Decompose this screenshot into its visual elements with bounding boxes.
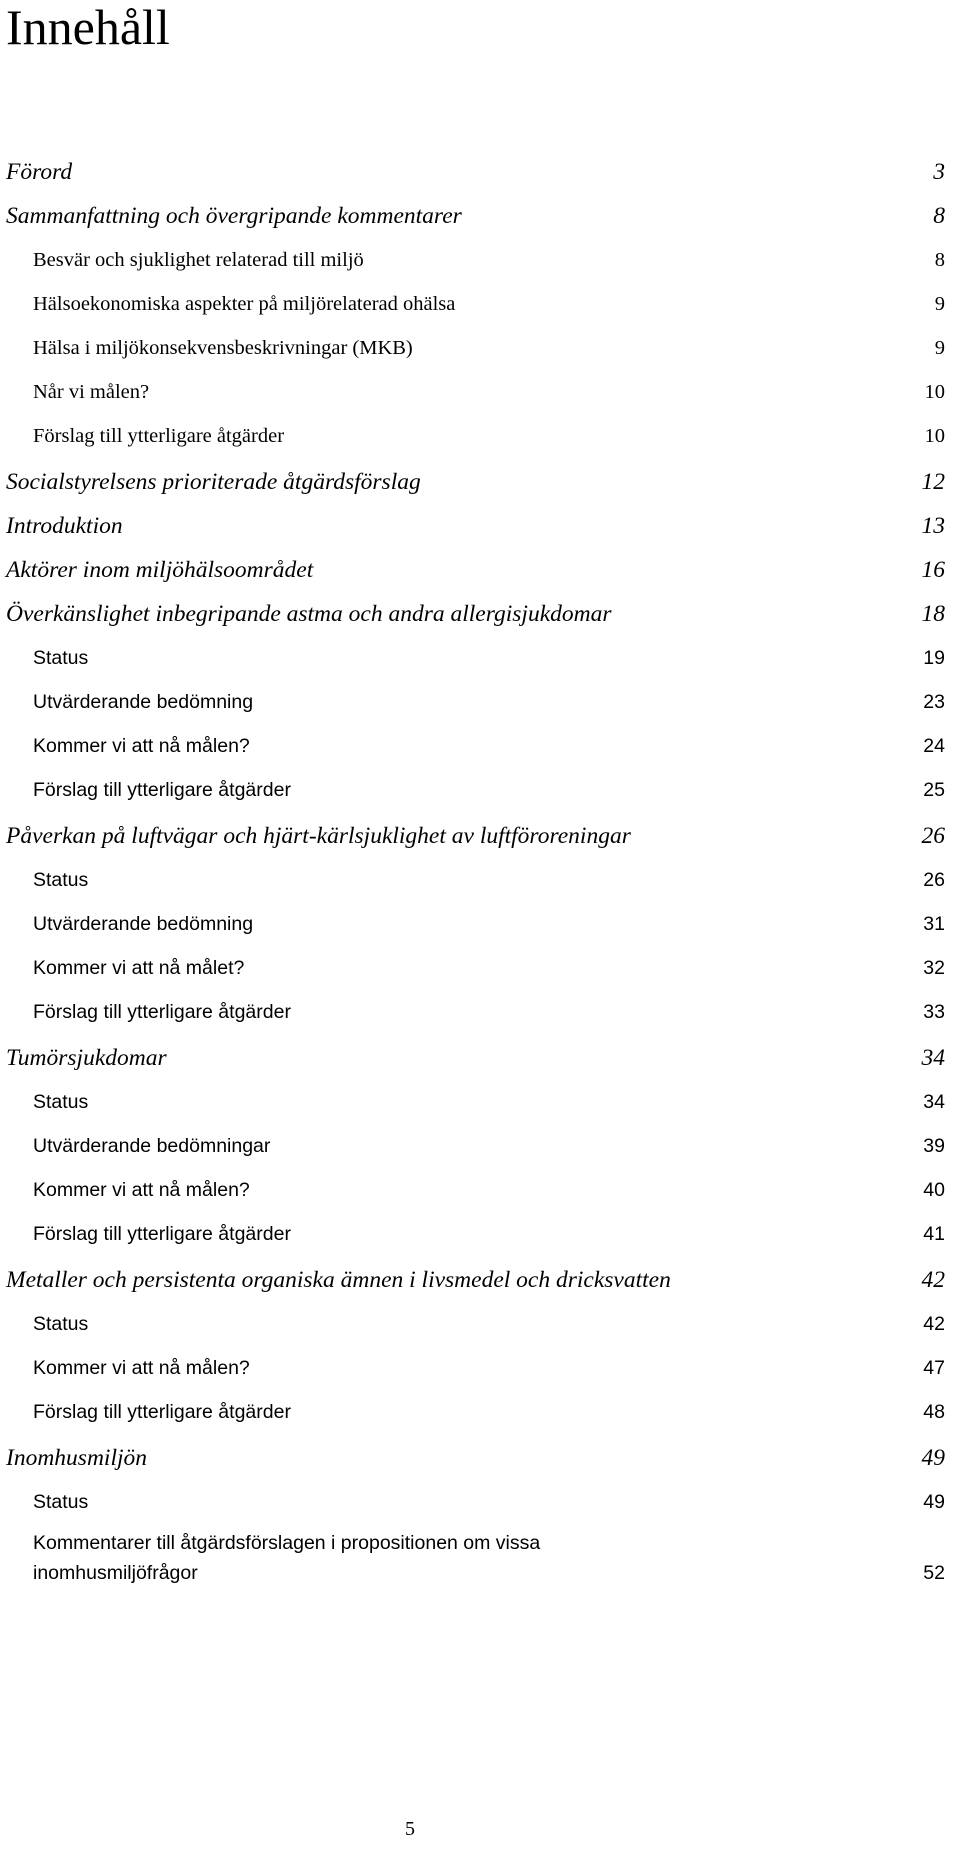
toc-entry-title: Hälsoekonomiska aspekter på miljörelaterad ohälsa bbox=[33, 293, 456, 315]
toc-entry-page: 10 bbox=[924, 425, 945, 447]
toc-entry bbox=[0, 772, 960, 808]
toc-entry-page: 48 bbox=[923, 1401, 945, 1423]
toc-entry bbox=[0, 1306, 960, 1342]
toc-entry-page: 33 bbox=[923, 1001, 945, 1023]
toc-entry-title: Kommer vi att nå målen? bbox=[33, 1179, 250, 1201]
toc-entry-title: Påverkan på luftvägar och hjärt-kärlsjuklighet av luftföroreningar bbox=[6, 823, 631, 849]
toc-entry-page: 39 bbox=[923, 1135, 945, 1157]
toc-entry-page: 32 bbox=[923, 957, 945, 979]
toc-entry-title: Besvär och sjuklighet relaterad till miljö bbox=[33, 249, 364, 271]
toc-entry bbox=[0, 464, 960, 500]
toc-entry-title: Utvärderande bedömning bbox=[33, 913, 254, 935]
toc-entry bbox=[0, 552, 960, 588]
toc-entry-page: 12 bbox=[921, 469, 945, 495]
toc-entry-title: Kommer vi att nå målet? bbox=[33, 957, 245, 979]
toc-entry-title: Socialstyrelsens prioriterade åtgärdsförslag bbox=[6, 469, 421, 495]
toc-entry bbox=[0, 418, 960, 454]
toc-entry-page: 26 bbox=[923, 869, 945, 891]
toc-entry bbox=[0, 1262, 960, 1298]
toc-entry-title: Når vi målen? bbox=[33, 381, 150, 403]
toc-entry-title: Förslag till ytterligare åtgärder bbox=[33, 1401, 291, 1423]
toc-entry bbox=[0, 684, 960, 720]
page-title: Innehåll bbox=[6, 0, 170, 55]
toc-entry-title: Utvärderande bedömning bbox=[33, 691, 254, 713]
toc-entry bbox=[0, 1172, 960, 1208]
toc-entry bbox=[0, 1440, 960, 1476]
toc-entry-page: 49 bbox=[921, 1445, 945, 1471]
toc-entry bbox=[0, 906, 960, 942]
toc-entry-page: 8 bbox=[934, 249, 945, 271]
toc-entry bbox=[0, 994, 960, 1030]
toc-entry-page: 47 bbox=[923, 1357, 945, 1379]
toc-entry-page: 26 bbox=[921, 823, 945, 849]
toc-entry-page: 42 bbox=[923, 1313, 945, 1335]
toc-entry-page: 18 bbox=[921, 601, 945, 627]
toc-entry-page: 41 bbox=[923, 1223, 945, 1245]
toc-entry bbox=[0, 1084, 960, 1120]
toc-entry bbox=[0, 1216, 960, 1252]
toc-entry-page: 49 bbox=[923, 1491, 945, 1513]
toc-entry-title: Metaller och persistenta organiska ämnen i livsmedel och dricksvatten bbox=[6, 1267, 671, 1293]
toc-entry bbox=[0, 154, 960, 190]
toc-entry-title: Hälsa i miljökonsekvensbeskrivningar (MKB) bbox=[33, 337, 413, 359]
toc-entry-page: 16 bbox=[921, 557, 945, 583]
toc-entry-page: 19 bbox=[923, 647, 945, 669]
toc-entry-page: 23 bbox=[923, 691, 945, 713]
toc-entry bbox=[0, 286, 960, 322]
toc-entry-page: 31 bbox=[923, 913, 945, 935]
toc-entry bbox=[0, 1484, 960, 1520]
toc-entry-page: 52 bbox=[923, 1562, 945, 1584]
toc-entry-title: Förslag till ytterligare åtgärder bbox=[33, 779, 291, 801]
toc-entry bbox=[0, 508, 960, 544]
toc-entry bbox=[0, 198, 960, 234]
toc-entry-page: 3 bbox=[933, 159, 945, 185]
toc-entry-page: 42 bbox=[921, 1267, 945, 1293]
toc-entry-page: 9 bbox=[934, 293, 945, 315]
toc-entry-page: 10 bbox=[924, 381, 945, 403]
toc-entry bbox=[0, 596, 960, 632]
toc-entry-title: Status bbox=[33, 1091, 89, 1113]
toc-entry bbox=[0, 330, 960, 366]
toc-entry-title: Status bbox=[33, 1491, 89, 1513]
toc-entry-title: Förslag till ytterligare åtgärder bbox=[33, 1223, 291, 1245]
toc-entry bbox=[0, 374, 960, 410]
toc-entry-title: Introduktion bbox=[6, 513, 123, 539]
toc-entry bbox=[0, 1128, 960, 1164]
toc-entry-title: Förord bbox=[6, 159, 73, 185]
toc-entry bbox=[0, 728, 960, 764]
toc-entry-page: 8 bbox=[933, 203, 945, 229]
toc-entry-page: 24 bbox=[923, 735, 945, 757]
toc-entry-title: Utvärderande bedömningar bbox=[33, 1135, 271, 1157]
toc-entry-page: 34 bbox=[921, 1045, 945, 1071]
toc-entry-title: Förslag till ytterligare åtgärder bbox=[33, 425, 285, 447]
toc-entry-page: 40 bbox=[923, 1179, 945, 1201]
toc-entry bbox=[0, 640, 960, 676]
toc-entry-page: 34 bbox=[923, 1091, 945, 1113]
toc-entry-title: Aktörer inom miljöhälsoområdet bbox=[6, 557, 314, 583]
toc-entry-title: Kommentarer till åtgärdsförslagen i propositionen om vissa inomhusmiljöfrågor bbox=[33, 1532, 541, 1584]
toc-entry-title: Tumörsjukdomar bbox=[6, 1045, 167, 1071]
toc-entry-title: Förslag till ytterligare åtgärder bbox=[33, 1001, 291, 1023]
toc-entry-page: 13 bbox=[921, 513, 945, 539]
toc-entry-title: Status bbox=[33, 1313, 89, 1335]
toc-entry bbox=[0, 1350, 960, 1386]
toc-entry bbox=[0, 1394, 960, 1430]
toc-entry bbox=[0, 1528, 960, 1588]
toc-entry-title: Sammanfattning och övergripande kommentarer bbox=[6, 203, 462, 229]
page-number: 5 bbox=[405, 1818, 415, 1840]
toc-entry bbox=[0, 242, 960, 278]
toc-entry bbox=[0, 950, 960, 986]
toc-entry-title: Överkänslighet inbegripande astma och andra allergisjukdomar bbox=[6, 601, 612, 627]
toc-entry-title: Status bbox=[33, 869, 89, 891]
toc-entry-title: Kommer vi att nå målen? bbox=[33, 735, 250, 757]
toc-entry-title: Status bbox=[33, 647, 89, 669]
toc-entry-page: 9 bbox=[934, 337, 945, 359]
toc-entry bbox=[0, 818, 960, 854]
toc-entry-title: Inomhusmiljön bbox=[6, 1445, 147, 1471]
toc-entry bbox=[0, 1040, 960, 1076]
toc-entry bbox=[0, 862, 960, 898]
toc-entry-page: 25 bbox=[923, 779, 945, 801]
toc-entry-title: Kommer vi att nå målen? bbox=[33, 1357, 250, 1379]
